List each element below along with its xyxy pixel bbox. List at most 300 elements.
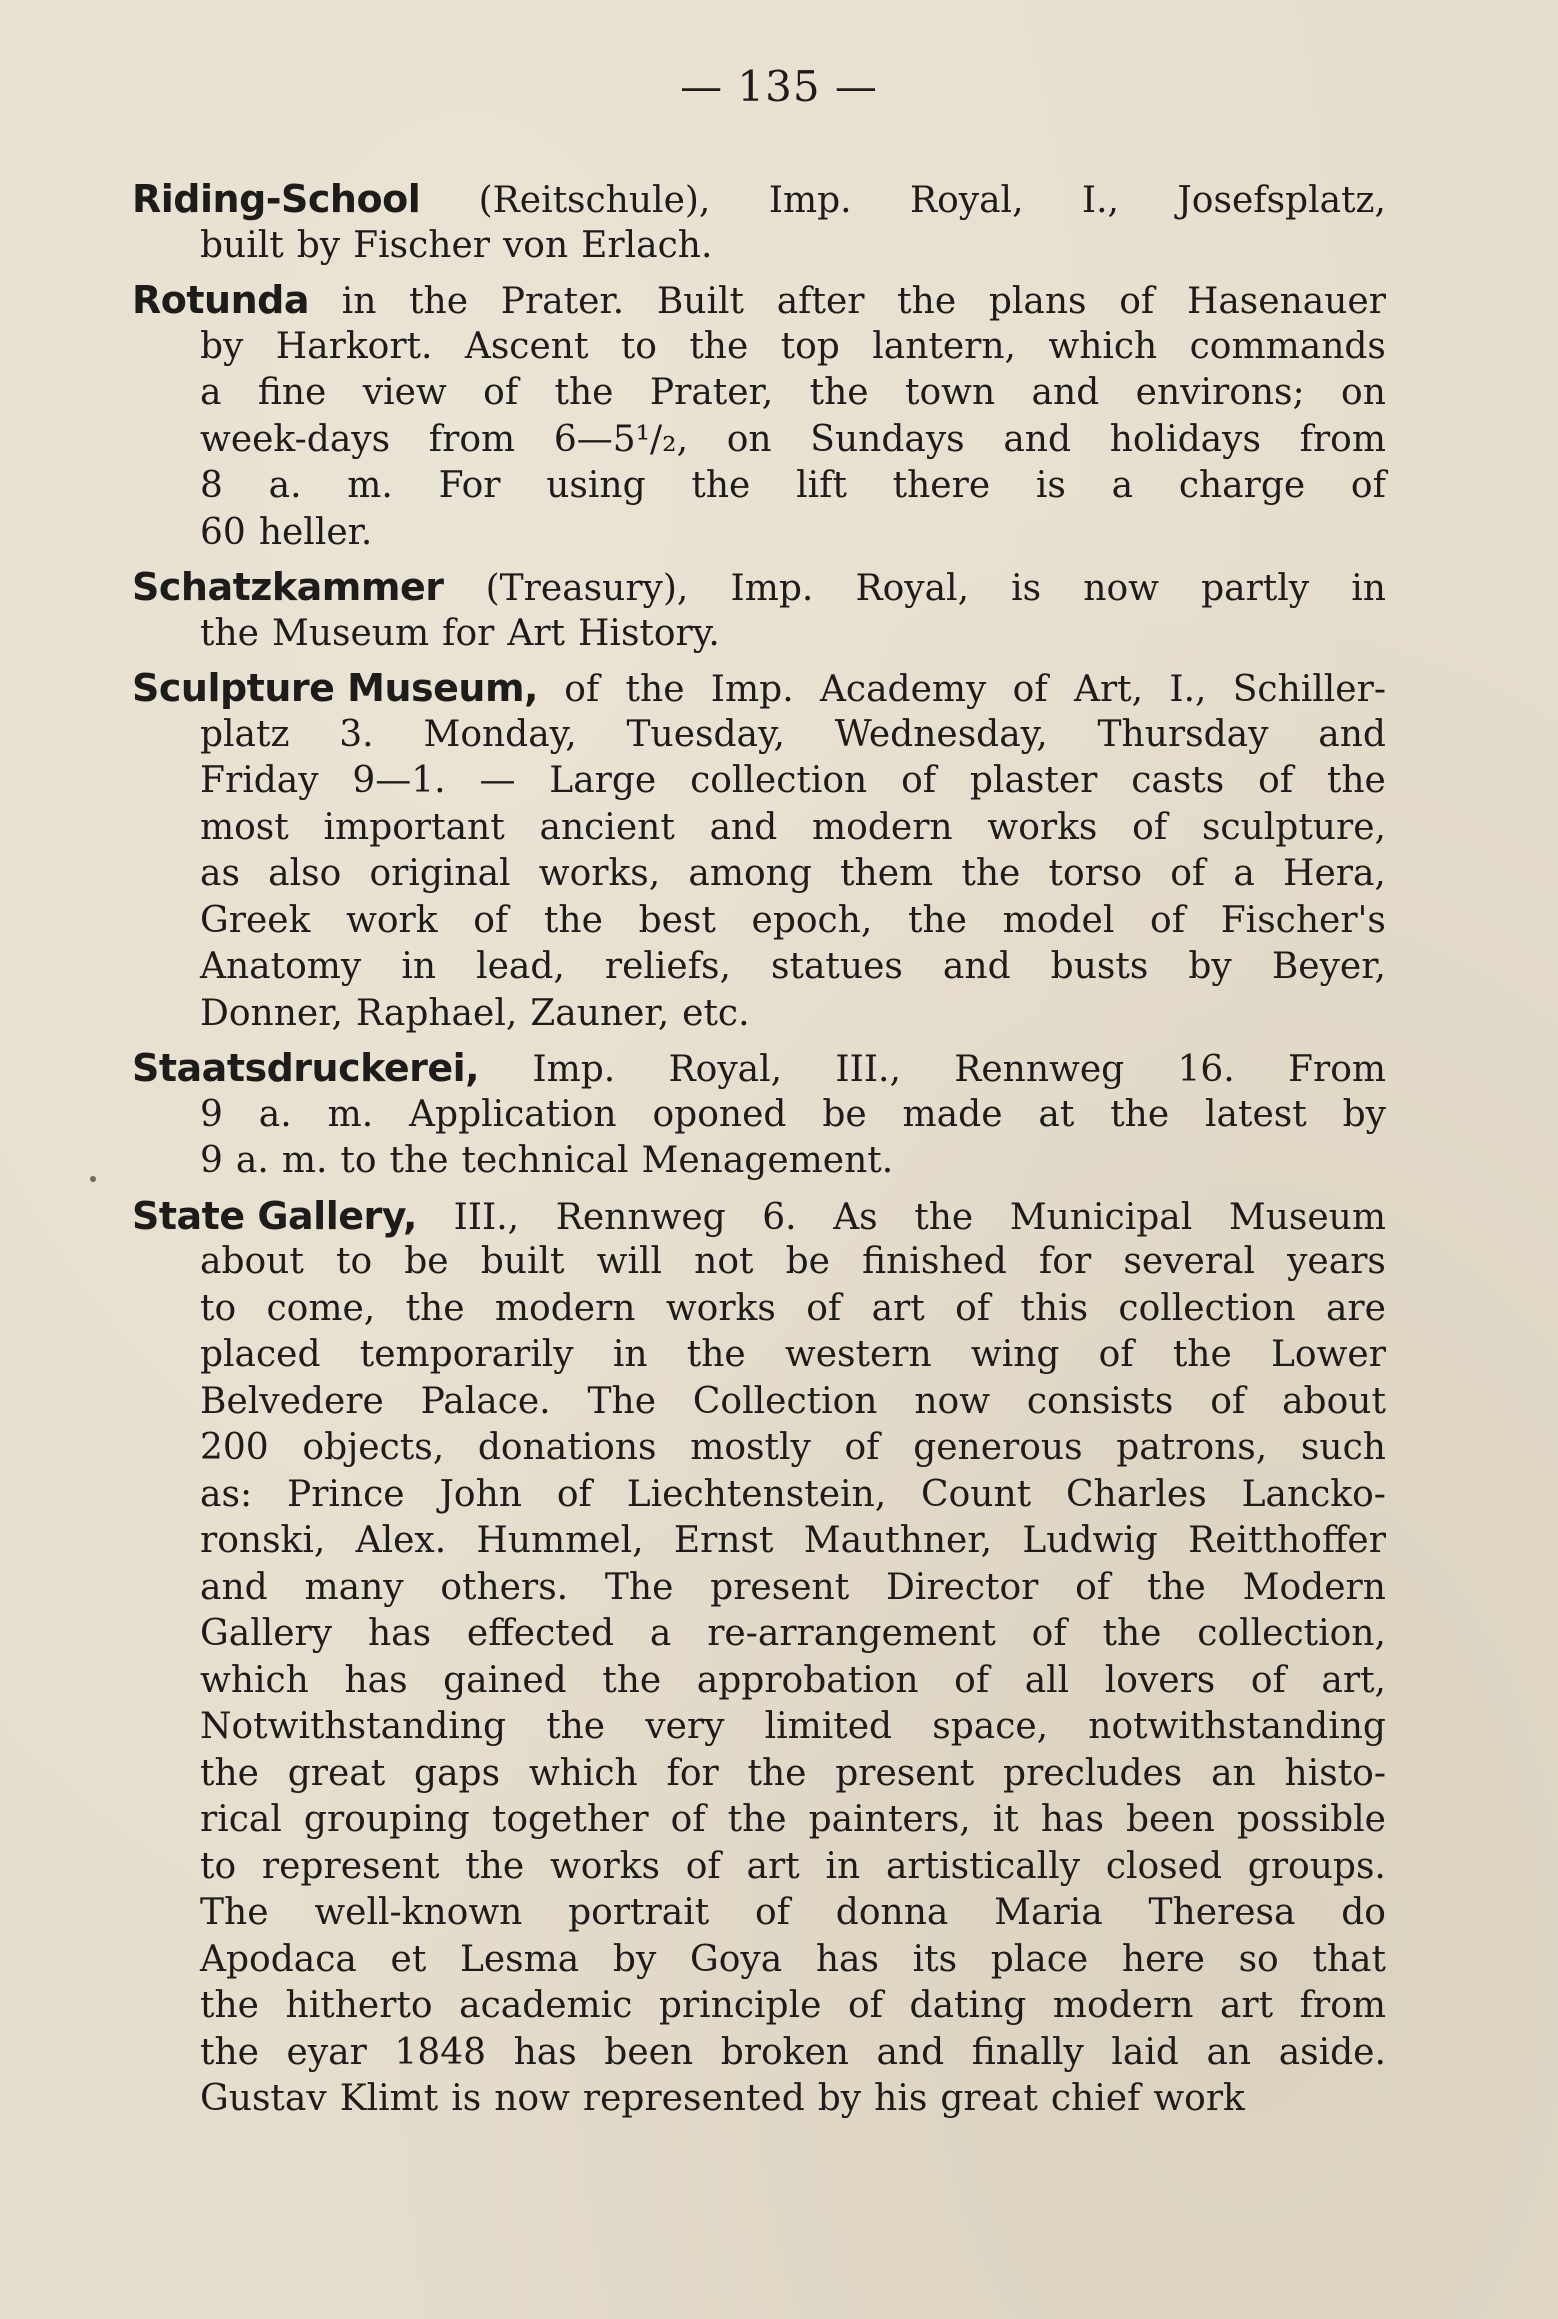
word: effected — [466, 1613, 615, 1654]
word: generous — [913, 1427, 1083, 1468]
word: about — [1282, 1380, 1386, 1422]
word: Monday, — [423, 713, 577, 755]
word: donna — [835, 1892, 949, 1933]
word: m. — [347, 465, 393, 506]
word: 8 — [200, 465, 223, 506]
word: Lesma — [459, 1938, 580, 1980]
word: so — [1238, 1938, 1279, 1980]
word: III., — [835, 1049, 901, 1090]
word: Hummel, — [476, 1520, 644, 1561]
word: eyar — [286, 2031, 367, 2073]
word: Belvedere — [200, 1380, 384, 1422]
word: of — [1012, 669, 1048, 710]
word: the — [1172, 1334, 1232, 1375]
word: among — [688, 853, 812, 894]
word: of — [685, 1845, 721, 1887]
word: in — [612, 1334, 648, 1375]
entry-line — [132, 1890, 1386, 1937]
entry-line — [132, 1658, 1386, 1705]
word: Fischer's — [1220, 899, 1386, 941]
word: by — [612, 1938, 657, 1980]
word: Erlach. — [581, 224, 713, 266]
entry-sculpture-museum — [132, 665, 1386, 1037]
word: placed — [200, 1334, 321, 1375]
word: many — [304, 1566, 404, 1608]
entry-line — [132, 370, 1386, 417]
word: a — [649, 1613, 672, 1654]
word: Thursday — [1097, 713, 1269, 755]
word: also — [268, 853, 342, 894]
word: of — [1098, 1334, 1134, 1375]
word: histo- — [1284, 1752, 1386, 1794]
word: represented — [582, 2078, 805, 2119]
word: important — [323, 806, 505, 848]
word: lead, — [476, 946, 565, 987]
word: Rennweg — [954, 1049, 1125, 1090]
word: sculpture, — [1201, 806, 1386, 848]
word: History. — [578, 612, 720, 654]
word: to — [620, 325, 657, 367]
word: after — [776, 281, 865, 322]
word: 1848 — [394, 2031, 487, 2073]
word: Lancko- — [1241, 1473, 1386, 1515]
word: of — [1075, 1566, 1111, 1608]
word: grouping — [303, 1799, 470, 1840]
word: the — [897, 281, 957, 322]
word: re-arrangement — [707, 1613, 996, 1654]
word: Prince — [286, 1473, 405, 1515]
word: Museum — [271, 612, 430, 654]
entry-line — [132, 611, 1386, 658]
word: John — [439, 1473, 522, 1515]
entry-first-line — [132, 176, 1386, 223]
entry-line — [132, 1425, 1386, 1472]
word: Greek — [200, 899, 311, 941]
entry-line — [132, 1092, 1386, 1139]
word: limited — [764, 1706, 893, 1747]
word: will — [596, 1241, 662, 1282]
word: finally — [971, 2031, 1084, 2073]
word: from — [1299, 418, 1386, 460]
entry-line — [132, 2076, 1386, 2123]
word: approbation — [696, 1659, 919, 1701]
entry-line — [132, 851, 1386, 898]
word: several — [1123, 1241, 1255, 1282]
word: modern — [812, 806, 953, 848]
word: now — [1083, 568, 1159, 609]
word: I., — [1081, 180, 1119, 221]
word: model — [1002, 899, 1115, 941]
word: an — [1211, 1752, 1256, 1794]
entry-line — [132, 1379, 1386, 1426]
word: a — [1233, 853, 1255, 894]
word: of — [556, 1473, 592, 1515]
word: I., — [1169, 669, 1207, 710]
word: the — [686, 1334, 746, 1375]
entry-heading: Schatzkammer — [132, 565, 444, 609]
word: Museum — [1228, 1196, 1386, 1238]
word: The — [587, 1380, 657, 1422]
entry-line — [132, 1797, 1386, 1844]
word: great — [287, 1752, 386, 1794]
word: Modern — [1242, 1566, 1386, 1608]
word: original — [369, 853, 511, 894]
word: is — [451, 2078, 482, 2119]
word: to — [340, 1140, 377, 1181]
entry-heading: Rotunda — [132, 278, 309, 322]
word: the — [908, 899, 967, 941]
word: Academy — [819, 669, 987, 710]
word: m. — [327, 1093, 374, 1135]
word: been — [604, 2031, 694, 2073]
word: is — [1035, 465, 1066, 506]
word: and — [1003, 418, 1072, 460]
word: a — [1111, 465, 1134, 506]
word: wing — [970, 1334, 1060, 1375]
word: the — [409, 281, 469, 322]
word: statues — [771, 946, 903, 987]
word: western — [784, 1334, 932, 1375]
word: Harkort. — [275, 325, 433, 367]
word: others. — [440, 1566, 569, 1608]
word: Ascent — [464, 325, 589, 367]
word: in — [825, 1845, 861, 1887]
word: for — [666, 1752, 719, 1794]
word: 16. — [1177, 1049, 1235, 1090]
word: place — [990, 1938, 1089, 1980]
word: oponed — [652, 1093, 787, 1135]
entry-state-gallery — [132, 1193, 1386, 2123]
word: art, — [1321, 1659, 1386, 1701]
word: consists — [1026, 1380, 1174, 1422]
word: great — [940, 2078, 1038, 2119]
word: hitherto — [285, 1985, 433, 2026]
word: the — [691, 465, 751, 506]
word: work — [1153, 2078, 1245, 2119]
entry-schatzkammer — [132, 564, 1386, 657]
word: of — [847, 1985, 883, 2026]
entry-line — [132, 1239, 1386, 1286]
word: its — [912, 1938, 958, 1980]
word: For — [438, 465, 501, 506]
word: holidays — [1109, 418, 1261, 460]
word: using — [546, 465, 646, 506]
word: view — [362, 372, 447, 413]
word: possible — [1236, 1799, 1386, 1840]
word: Anatomy — [200, 946, 362, 987]
word: a. — [235, 1140, 269, 1181]
word: Hera, — [1283, 853, 1386, 894]
word: etc. — [682, 992, 750, 1034]
word: painters, — [808, 1799, 971, 1840]
entry-first-line — [132, 277, 1386, 324]
word: Friday — [200, 760, 319, 801]
word: represent — [261, 1845, 440, 1887]
word: temporarily — [359, 1334, 574, 1375]
word: of — [1170, 853, 1206, 894]
word: Zauner, — [530, 992, 670, 1034]
word: modern — [494, 1287, 636, 1329]
word: the — [405, 1287, 465, 1329]
word: environs; — [1135, 372, 1305, 413]
word: a. — [258, 1093, 292, 1135]
word: Apodaca — [200, 1938, 357, 1980]
word: of — [954, 1659, 990, 1701]
word: of — [1350, 465, 1386, 506]
entry-line — [132, 1704, 1386, 1751]
entry-line — [132, 417, 1386, 464]
entry-riding-school — [132, 176, 1386, 269]
word: week-days — [200, 418, 391, 460]
word: the — [1326, 760, 1386, 801]
word: Wednesday, — [834, 713, 1048, 755]
word: (Reitschule), — [478, 180, 711, 221]
word: 9—1. — [352, 760, 446, 801]
entry-line — [132, 1611, 1386, 1658]
word: — — [479, 760, 516, 801]
word: 200 — [200, 1427, 269, 1468]
word: them — [840, 853, 934, 894]
word: as — [200, 853, 240, 894]
entry-line — [132, 944, 1386, 991]
word: which — [528, 1752, 638, 1794]
word: years — [1287, 1241, 1386, 1282]
word: Hasenauer — [1186, 281, 1386, 322]
word: the — [961, 853, 1021, 894]
word: to — [200, 1845, 237, 1887]
word: of — [1210, 1380, 1246, 1422]
word: works — [665, 1287, 776, 1329]
word: As — [833, 1196, 878, 1238]
word: top — [780, 325, 840, 367]
word: here — [1121, 1938, 1205, 1980]
entry-heading: Sculpture Museum, — [132, 666, 538, 710]
word: and — [876, 2031, 945, 2073]
word: precludes — [1003, 1752, 1183, 1794]
word: the — [465, 1845, 525, 1887]
word: by — [200, 325, 244, 367]
word: The — [200, 1892, 269, 1933]
word: Reitthoffer — [1188, 1520, 1386, 1561]
word: of — [1031, 1613, 1067, 1654]
word: for — [442, 612, 495, 654]
word: Goya — [689, 1938, 783, 1980]
word: there — [892, 465, 991, 506]
word: Raphael, — [355, 992, 518, 1034]
word: of — [754, 1892, 790, 1933]
word: a — [200, 372, 222, 413]
word: at — [1038, 1093, 1075, 1135]
word: the — [689, 325, 749, 367]
word: town — [905, 372, 996, 413]
word: of — [473, 899, 509, 941]
entry-line — [132, 1751, 1386, 1798]
word: technical — [461, 1140, 629, 1181]
word: has — [344, 1659, 408, 1701]
word: on — [1341, 372, 1386, 413]
word: Gallery — [200, 1613, 333, 1654]
word: has — [1040, 1799, 1104, 1840]
entry-line — [132, 324, 1386, 371]
word: of — [1132, 806, 1168, 848]
word: made — [902, 1093, 1003, 1135]
word: by — [1188, 946, 1232, 987]
entry-line — [132, 898, 1386, 945]
word: m. — [281, 1140, 328, 1181]
word: reliefs, — [604, 946, 731, 987]
word: broken — [720, 2031, 849, 2073]
word: chief — [1050, 2078, 1141, 2119]
word: latest — [1205, 1093, 1307, 1135]
word: from — [1299, 1985, 1386, 2026]
word: finished — [862, 1241, 1007, 1282]
word: which — [1048, 325, 1158, 367]
word: has — [367, 1613, 432, 1654]
word: been — [1126, 1799, 1215, 1840]
word: 60 — [200, 511, 246, 553]
word: modern — [1052, 1985, 1194, 2026]
word: mostly — [690, 1427, 811, 1468]
word: Royal, — [855, 568, 970, 609]
word: of — [1150, 899, 1186, 941]
word: Imp. — [730, 568, 814, 609]
word: epoch, — [751, 899, 873, 941]
entry-first-line — [132, 1193, 1386, 1240]
word: Large — [549, 760, 657, 801]
word: Notwithstanding — [200, 1706, 506, 1747]
word: commands — [1189, 325, 1386, 367]
word: Royal, — [909, 180, 1024, 221]
word: Sundays — [810, 418, 965, 460]
entry-line — [132, 712, 1386, 759]
word: aside. — [1278, 2031, 1386, 2073]
word: art — [746, 1845, 800, 1887]
entry-first-line — [132, 564, 1386, 611]
entry-line — [132, 2030, 1386, 2077]
word: Maria — [994, 1892, 1103, 1933]
word: as: — [200, 1473, 253, 1515]
word: about — [200, 1241, 304, 1282]
word: academic — [459, 1985, 633, 2026]
word: et — [390, 1938, 427, 1980]
word: Schiller- — [1232, 669, 1386, 710]
word: and — [1031, 372, 1100, 413]
word: Prater. — [500, 281, 625, 322]
word: now — [914, 1380, 991, 1422]
word: Prater, — [649, 372, 774, 413]
word: heller. — [258, 511, 373, 553]
word: casts — [1131, 760, 1225, 801]
entry-line — [132, 223, 1386, 270]
word: is — [1011, 568, 1042, 609]
word: be — [822, 1093, 867, 1135]
word: lovers — [1104, 1659, 1216, 1701]
word: the — [200, 2031, 259, 2073]
word: principle — [658, 1985, 822, 2026]
word: notwithstanding — [1088, 1706, 1386, 1747]
word: Imp. — [768, 180, 852, 221]
word: Imp. — [532, 1049, 616, 1090]
word: Liechtenstein, — [626, 1473, 887, 1515]
word: objects, — [302, 1427, 445, 1468]
word: and — [1318, 713, 1386, 755]
word: an — [1206, 2031, 1252, 2073]
word: his — [874, 2078, 928, 2119]
word: Rennweg — [555, 1196, 726, 1238]
word: the — [200, 1985, 259, 2026]
word: von — [502, 224, 569, 266]
word: gained — [443, 1659, 567, 1701]
word: most — [200, 806, 289, 848]
word: III., — [453, 1196, 520, 1238]
word: by — [296, 224, 341, 266]
word: Built — [656, 281, 744, 322]
word: 9 — [200, 1140, 223, 1181]
word: present — [835, 1752, 975, 1794]
word: Fischer — [353, 224, 490, 266]
word: come, — [266, 1287, 376, 1329]
word: the — [1102, 1613, 1162, 1654]
word: from — [428, 418, 516, 460]
entry-heading: Riding-School — [132, 177, 421, 221]
entry-line — [132, 510, 1386, 557]
word: charge — [1178, 465, 1306, 506]
word: groups. — [1247, 1845, 1386, 1887]
word: not — [694, 1241, 754, 1282]
word: Theresa — [1148, 1892, 1296, 1933]
word: ancient — [539, 806, 675, 848]
word: patrons, — [1116, 1427, 1268, 1468]
word: by — [817, 2078, 862, 2119]
word: artistically — [885, 1845, 1081, 1887]
word: the — [554, 372, 614, 413]
word: torso — [1048, 853, 1143, 894]
word: built — [200, 224, 284, 266]
entry-heading: Staatsdruckerei, — [132, 1046, 480, 1090]
word: art — [871, 1287, 925, 1329]
word: Application — [409, 1093, 617, 1135]
entry-line — [132, 1138, 1386, 1185]
word: on — [726, 418, 772, 460]
word: plans — [988, 281, 1087, 322]
word: Municipal — [1009, 1196, 1193, 1238]
word: dating — [909, 1985, 1027, 2026]
word: partly — [1201, 568, 1310, 609]
word: the — [809, 372, 869, 413]
entry-line — [132, 1844, 1386, 1891]
word: Ernst — [673, 1520, 774, 1561]
entry-list — [132, 176, 1386, 2131]
word: very — [645, 1706, 725, 1747]
word: and — [200, 1566, 268, 1608]
entry-first-line — [132, 1045, 1386, 1092]
word: Mauthner, — [803, 1520, 993, 1561]
word: portrait — [568, 1892, 710, 1933]
word: of — [1119, 281, 1155, 322]
entry-rotunda — [132, 277, 1386, 556]
word: of — [844, 1427, 880, 1468]
word: Director — [885, 1566, 1039, 1608]
word: Royal, — [668, 1049, 783, 1090]
word: and — [709, 806, 778, 848]
word: 3. — [339, 713, 374, 755]
word: rical — [200, 1799, 282, 1840]
word: such — [1300, 1427, 1386, 1468]
word: well-known — [314, 1892, 523, 1933]
entry-line — [132, 1472, 1386, 1519]
word: of — [564, 669, 600, 710]
word: for — [1038, 1241, 1092, 1282]
